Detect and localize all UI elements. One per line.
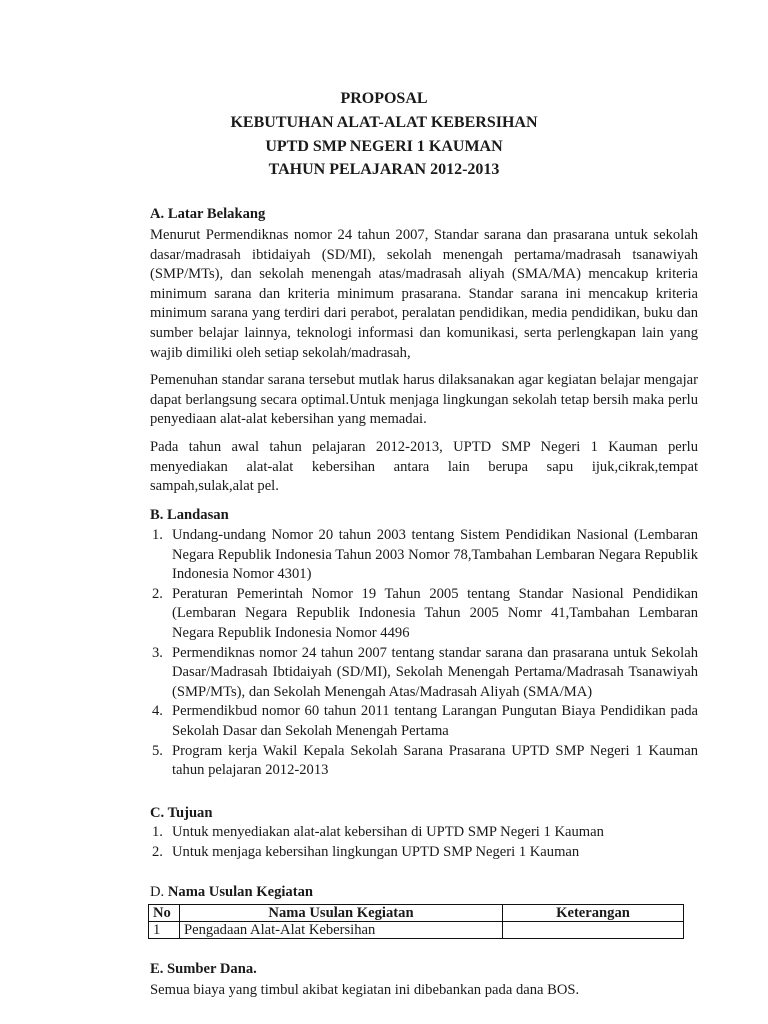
paragraph: Semua biaya yang timbul akibat kegiatan ini dibebankan pada dana BOS. <box>150 982 580 998</box>
section-nama-usulan <box>150 882 698 939</box>
list-item: 1. Undang-undang Nomor 20 tahun 2003 tentang Sistem Pendidikan Nasional (Lembaran Negara Republik Indonesia Tahun 2003 Nomor 78,Tambahan Lembaran Negara Republik Indonesia Nomor 4301) <box>152 527 698 583</box>
section-tujuan <box>150 803 698 862</box>
title-line-4: TAHUN PELAJARAN 2012-2013 <box>268 161 500 178</box>
title-line-2: KEBUTUHAN ALAT-ALAT KEBERSIHAN <box>230 114 538 131</box>
section-sumber-dana <box>150 959 698 1001</box>
section-heading: C. Tujuan <box>150 805 213 821</box>
paragraph: Menurut Permendiknas nomor 24 tahun 2007, Standar sarana dan prasarana untuk sekolah dasar/madrasah ibtidaiyah (SD/MI), sekolah menengah pertama/madrasah tsanawiyah (SMP/MTs), dan sekolah menengah atas/madrasah aliyah (SMA/MA) mencakup kriteria minimum sarana dan kriteria minimum prasarana. Standar sarana ini mencakup kriteria minimum sarana yang terdiri dari perabot, peralatan pendidikan, media pendidikan, buku dan sumber belajar lainnya, teknologi informasi dan komunikasi, serta perlengkapan lain yang wajib dimiliki oleh setiap sekolah/madrasah, <box>150 227 698 361</box>
section-heading: B. Landasan <box>150 507 229 523</box>
title-line-3: UPTD SMP NEGERI 1 KAUMAN <box>265 138 503 155</box>
activity-table <box>148 904 684 939</box>
table-header-row: No Nama Usulan Kegiatan Keterangan <box>149 905 684 922</box>
paragraph: Pemenuhan standar sarana tersebut mutlak harus dilaksanakan agar kegiatan belajar mengajar dapat berlangsung secara optimal.Untuk menjaga lingkungan sekolah tetap bersih maka perlu penyediaan alat-alat kebersihan yang memadai. <box>150 372 698 428</box>
list-item: 2. Peraturan Pemerintah Nomor 19 Tahun 2005 tentang Standar Nasional Pendidikan (Lembaran Negara Republik Indonesia Tahun 2005 Nomr 41,Tambahan Lembaran Negara Republik Indonesia Nomor 4496 <box>152 585 698 641</box>
title-proposal: PROPOSAL <box>340 90 428 107</box>
section-heading: E. Sumber Dana. <box>150 961 257 977</box>
section-heading: A. Latar Belakang <box>150 206 266 222</box>
section-heading: D. Nama Usulan Kegiatan <box>150 884 313 900</box>
list-item: 2. Untuk menjaga kebersihan lingkungan UPTD SMP Negeri 1 Kauman <box>152 843 580 860</box>
list-item: 3. Permendiknas nomor 24 tahun 2007 tentang standar sarana dan prasarana untuk Sekolah Dasar/Madrasah Ibtidaiyah (SD/MI), Sekolah Menengah Pertama/Madrasah Tsanawiyah (SMP/MTs), dan Sekolah Menengah Atas/Madrasah Aliyah (SMA/MA) <box>152 644 698 700</box>
paragraph: Pada tahun awal tahun pelajaran 2012-2013, UPTD SMP Negeri 1 Kauman perlu menyediakan alat-alat kebersihan antara lain berupa sapu ijuk,cikrak,tempat sampah,sulak,alat pel. <box>150 438 698 495</box>
list-item: 4. Permendikbud nomor 60 tahun 2011 tentang Larangan Pungutan Biaya Pendidikan pada Sekolah Dasar dan Sekolah Menengah Pertama <box>152 703 698 739</box>
section-landasan <box>150 505 698 781</box>
list-item: 5. Program kerja Wakil Kepala Sekolah Sarana Prasarana UPTD SMP Negeri 1 Kauman tahun pelajaran 2012-2013 <box>152 742 698 779</box>
section-latar-belakang <box>150 204 698 497</box>
table-row: 1 Pengadaan Alat-Alat Kebersihan <box>149 922 684 939</box>
list-item: 1. Untuk menyediakan alat-alat kebersihan di UPTD SMP Negeri 1 Kauman <box>152 824 604 840</box>
